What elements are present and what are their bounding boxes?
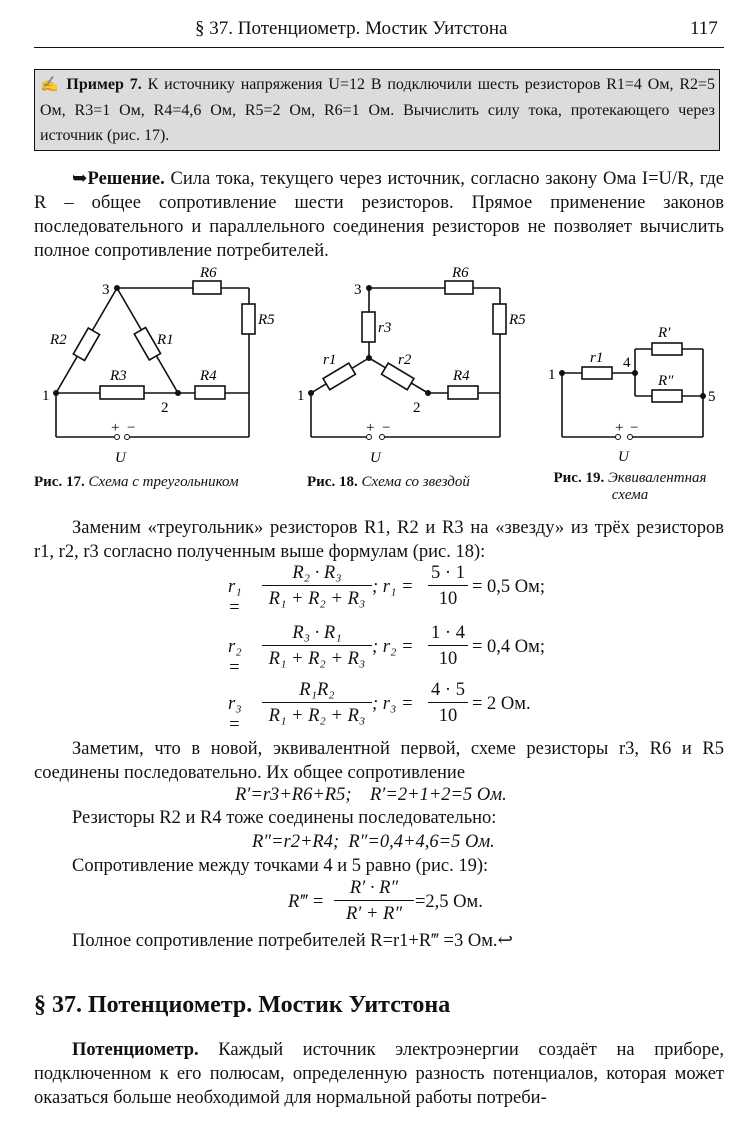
node-3: 3 [354, 282, 362, 298]
equation-r-prime: R′=r3+R6+R5; R′=2+1+2=5 Ом. [235, 785, 507, 805]
equation-r-double-prime: R″=r2+R4; R″=0,4+4,6=5 Ом. [252, 832, 495, 852]
node-2: 2 [413, 400, 421, 416]
figure-17-triangle-circuit [30, 262, 280, 467]
figure-18-star-circuit [290, 262, 530, 467]
replace-paragraph: Заменим «треугольник» резисторов R1, R2 и R3 на «звезду» из трёх резисторов r1, r2, r3 согласно полученным выше формулам (рис. 18): [34, 518, 724, 562]
end-of-solution-icon: ↩ [497, 931, 514, 951]
label-R5: R5 [509, 312, 526, 328]
solution-paragraph [34, 167, 724, 263]
minus-sign: − [630, 420, 639, 436]
label-r1: r1 [590, 350, 604, 366]
r2-r4-series-text: Резисторы R2 и R4 тоже соединены последовательно: [72, 808, 497, 828]
label-U: U [618, 449, 629, 465]
series-note-paragraph: Заметим, что в новой, эквивалентной первой, схеме резисторы r3, R6 и R5 соединены последовательно. Их общее сопротивление [34, 739, 724, 783]
caption-fig-19: Рис. 19. Эквивалентная схема [553, 470, 707, 503]
plus-sign: + [615, 420, 624, 436]
between-points-text: Сопротивление между точками 4 и 5 равно (рис. 19): [72, 856, 489, 876]
label-R5: R5 [258, 312, 275, 328]
label-r1: r1 [323, 352, 337, 368]
node-1: 1 [548, 367, 556, 383]
label-R6: R6 [200, 265, 217, 281]
label-R3: R3 [110, 368, 127, 384]
plus-sign: + [366, 420, 375, 436]
potentiometer-lead: Потенциометр. [72, 1040, 199, 1060]
arrow-right-icon: ➥ [72, 169, 88, 189]
label-R4: R4 [200, 368, 217, 384]
node-2: 2 [161, 400, 169, 416]
pencil-icon: ✍ [40, 77, 61, 93]
plus-sign: + [111, 420, 120, 436]
label-U: U [370, 450, 381, 466]
node-1: 1 [297, 388, 305, 404]
label-Rp: R′ [658, 325, 671, 341]
header-rule [34, 47, 724, 48]
example-text: К источнику напряжения U=12 В подключили шесть резисторов R1=4 Ом, R2=5 Ом, R3=1 Ом, R4=4,6 Ом, R5=2 Ом, R6=1 Ом. Вычислить силу тока, протекающего через источник (рис. 17). [40, 76, 716, 144]
node-5: 5 [708, 389, 716, 405]
caption-fig-18: Рис. 18. Схема со звездой [307, 474, 470, 490]
node-4: 4 [623, 355, 631, 371]
example-text-block [40, 72, 715, 148]
running-header: § 37. Потенциометр. Мостик Уитстона [195, 18, 508, 39]
minus-sign: − [127, 420, 136, 436]
caption-fig-17: Рис. 17. Схема с треугольником [34, 474, 239, 490]
label-Rpp: R″ [658, 373, 674, 389]
total-resistance-text: Полное сопротивление потребителей R=r1+R‴ =3 Ом.↩ [72, 931, 514, 951]
label-r3: r3 [378, 320, 392, 336]
label-U: U [115, 450, 126, 466]
label-r2: r2 [398, 352, 412, 368]
label-R2: R2 [50, 332, 67, 348]
potentiometer-text: Каждый источник электроэнергии создаёт на приборе, подключенном к его полюсам, определенную разность потенциалов, которая может оказаться больше необходимой для нормальной работы потреби- [34, 1040, 725, 1108]
page-number: 117 [690, 18, 718, 39]
node-1: 1 [42, 388, 50, 404]
label-R6: R6 [452, 265, 469, 281]
node-3: 3 [102, 282, 110, 298]
section-heading: § 37. Потенциометр. Мостик Уитстона [34, 992, 451, 1018]
solution-label: Решение. [87, 169, 165, 189]
label-R1: R1 [157, 332, 174, 348]
label-R4: R4 [453, 368, 470, 384]
minus-sign: − [382, 420, 391, 436]
figure-19-equivalent-circuit [540, 315, 725, 465]
example-label: Пример 7. [66, 76, 142, 93]
solution-text: Сила тока, текущего через источник, согласно закону Ома I=U/R, где R – общее сопротивление шести резисторов. Прямое применение законов последовательного и параллельного соединения резисторов не позволяет вычислить полное сопротивление потребителей. [34, 169, 724, 261]
potentiometer-paragraph [34, 1038, 724, 1110]
